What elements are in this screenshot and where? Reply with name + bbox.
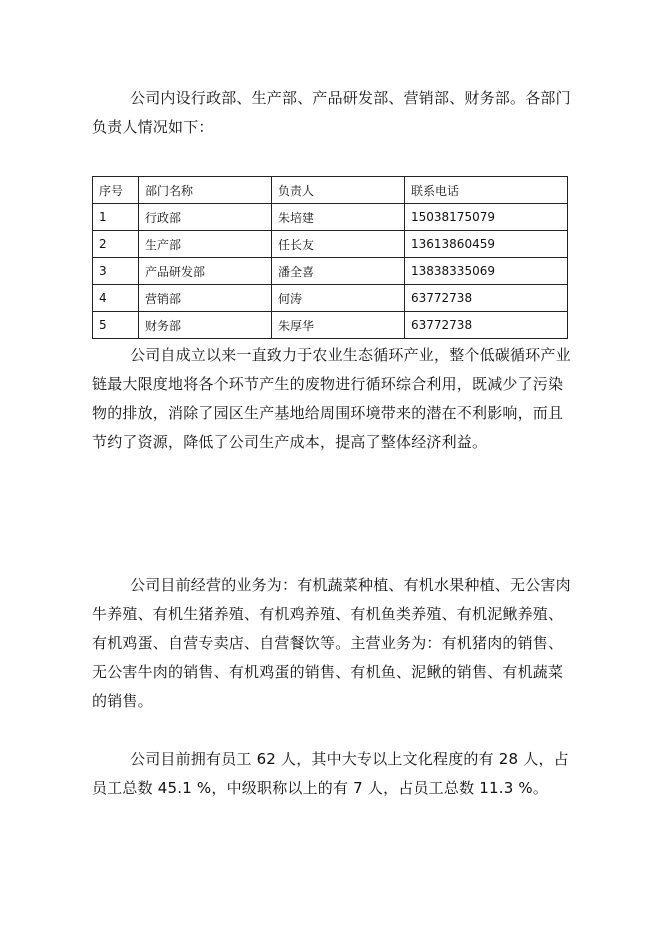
- header-cell: 联系电话: [405, 177, 568, 204]
- recycling-paragraph: 公司自成立以来一直致力于农业生态循环产业，整个低碳循环产业链最大限度地将各个环节产生的废物进行循环综合利用，既减少了污染物的排放，消除了园区生产基地给周围环境带来的潜在不利影响，而且节约了资源，降低了公司生产成本，提高了整体经济利益。: [92, 346, 571, 451]
- table-cell: 行政部: [139, 204, 272, 231]
- table-cell: 1: [93, 204, 139, 231]
- table-cell: 13838335069: [405, 258, 568, 285]
- table-cell: 产品研发部: [139, 258, 272, 285]
- table-cell: 2: [93, 231, 139, 258]
- table-cell: 63772738: [405, 285, 568, 312]
- table-cell: 3: [93, 258, 139, 285]
- table-header-row: [93, 177, 568, 204]
- table-row: [93, 312, 568, 339]
- table-row: [93, 231, 568, 258]
- table-cell: 朱厚华: [272, 312, 405, 339]
- header-cell: 序号: [93, 177, 139, 204]
- table-cell: 15038175079: [405, 204, 568, 231]
- table-row: [93, 285, 568, 312]
- table-cell: 任长友: [272, 231, 405, 258]
- staff-paragraph: 公司目前拥有员工 62 人，其中大专以上文化程度的有 28 人，占员工总数 45.1 %，中级职称以上的有 7 人，占员工总数 11.3 %。: [92, 750, 569, 797]
- table-cell: 5: [93, 312, 139, 339]
- header-cell: 部门名称: [139, 177, 272, 204]
- header-cell: 负责人: [272, 177, 405, 204]
- table-row: [93, 258, 568, 285]
- table-cell: 朱培建: [272, 204, 405, 231]
- business-paragraph: 公司目前经营的业务为：有机蔬菜种植、有机水果种植、无公害肉牛养殖、有机生猪养殖、有机鸡养殖、有机鱼类养殖、有机泥鳅养殖、有机鸡蛋、自营专卖店、自营餐饮等。主营业务为：有机猪肉的销售、无公害牛肉的销售、有机鸡蛋的销售、有机鱼、泥鳅的销售、有机蔬菜的销售。: [92, 576, 571, 710]
- department-table: [92, 176, 568, 339]
- table-cell: 生产部: [139, 231, 272, 258]
- intro-paragraph: 公司内设行政部、生产部、产品研发部、营销部、财务部。各部门负责人情况如下：: [92, 89, 571, 136]
- table-cell: 潘全喜: [272, 258, 405, 285]
- table-cell: 4: [93, 285, 139, 312]
- table-cell: 63772738: [405, 312, 568, 339]
- table-cell: 何涛: [272, 285, 405, 312]
- table-row: [93, 204, 568, 231]
- table-cell: 13613860459: [405, 231, 568, 258]
- table-cell: 营销部: [139, 285, 272, 312]
- table-cell: 财务部: [139, 312, 272, 339]
